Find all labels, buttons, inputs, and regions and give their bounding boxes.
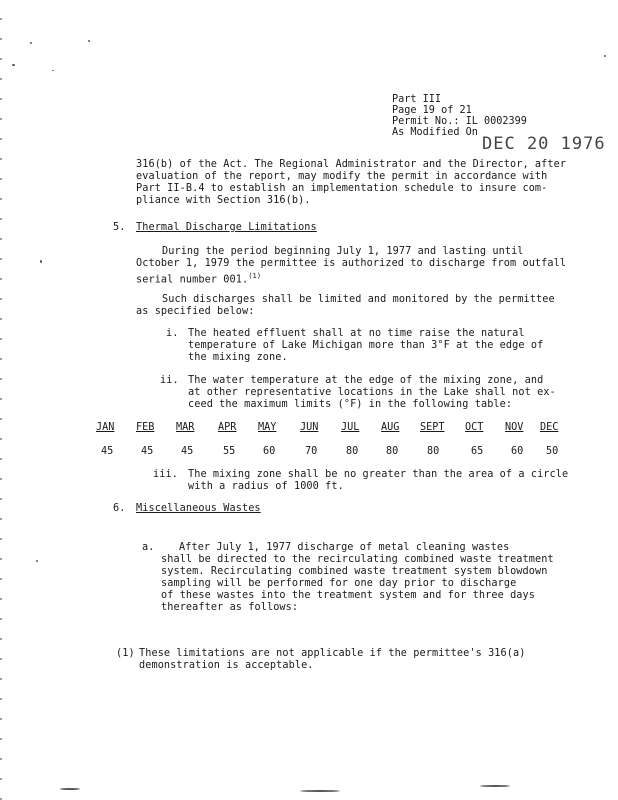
- temperature-value: 45: [181, 446, 194, 457]
- permit-number: Permit No.: IL 0002399: [392, 116, 527, 127]
- scan-speck: [40, 260, 42, 263]
- scan-speck: [12, 64, 15, 66]
- list-item-line: at other representative locations in the Lake shall not ex-: [188, 387, 556, 398]
- temperature-value: 60: [511, 446, 524, 457]
- modified-label: As Modified On: [392, 127, 478, 138]
- month-header: SEPT: [420, 422, 445, 433]
- list-item-line: The water temperature at the edge of the mixing zone, and: [188, 375, 544, 386]
- page-number: Page 19 of 21: [392, 105, 472, 116]
- list-item-line: thereafter as follows:: [161, 602, 299, 613]
- temperature-value: 45: [141, 446, 154, 457]
- list-marker: i.: [166, 328, 179, 339]
- intro-line: pliance with Section 316(b).: [136, 195, 311, 206]
- section-title: Thermal Discharge Limitations: [136, 222, 317, 233]
- month-header: JUL: [341, 422, 360, 433]
- footnote-marker: (1): [116, 648, 135, 659]
- month-header: NOV: [505, 422, 524, 433]
- scan-left-edge: [0, 0, 2, 800]
- date-stamp: DEC 20 1976: [482, 134, 606, 154]
- temperature-value: 80: [427, 446, 440, 457]
- temperature-value: 70: [305, 446, 318, 457]
- list-item-line: with a radius of 1000 ft.: [188, 481, 344, 492]
- section-number: 6.: [113, 503, 126, 514]
- list-marker: ii.: [160, 375, 179, 386]
- temperature-value: 65: [471, 446, 484, 457]
- footnote-ref: (1): [248, 272, 262, 280]
- temperature-value: 80: [386, 446, 399, 457]
- scan-speck: [52, 70, 54, 71]
- intro-line: Part II-B.4 to establish an implementation schedule to insure com-: [136, 183, 548, 194]
- paragraph-line: as specified below:: [136, 306, 255, 317]
- month-header: JUN: [300, 422, 319, 433]
- paragraph-line: During the period beginning July 1, 1977 and lasting until: [162, 246, 524, 257]
- list-item-line: The mixing zone shall be no greater than the area of a circle: [188, 469, 569, 480]
- list-item-line: After July 1, 1977 discharge of metal cleaning wastes: [179, 542, 510, 553]
- list-item-line: ceed the maximum limits (°F) in the following table:: [188, 399, 513, 410]
- list-item-line: The heated effluent shall at no time raise the natural: [188, 328, 525, 339]
- month-header: FEB: [136, 422, 155, 433]
- paragraph-line: Such discharges shall be limited and monitored by the permittee: [162, 294, 555, 305]
- paragraph-line-text: serial number 001.: [136, 274, 249, 286]
- scan-speck: [36, 560, 38, 562]
- intro-line: evaluation of the report, may modify the permit in accordance with: [136, 171, 548, 182]
- month-header: JAN: [96, 422, 115, 433]
- section-number: 5.: [113, 222, 126, 233]
- list-item-line: sampling will be performed for one day prior to discharge: [161, 578, 517, 589]
- scan-speck: [604, 55, 606, 57]
- scan-speck: [480, 785, 510, 787]
- scan-speck: [300, 790, 340, 792]
- month-header: MAR: [176, 422, 195, 433]
- month-header: APR: [218, 422, 237, 433]
- footnote-line: demonstration is acceptable.: [139, 660, 314, 671]
- temperature-value: 55: [223, 446, 236, 457]
- intro-line: 316(b) of the Act. The Regional Administrator and the Director, after: [136, 159, 567, 170]
- paragraph-line: October 1, 1979 the permittee is authorized to discharge from outfall: [136, 258, 567, 269]
- list-marker: iii.: [153, 469, 178, 480]
- permit-header: [392, 94, 527, 138]
- scan-speck: [30, 42, 32, 44]
- month-header: MAY: [258, 422, 277, 433]
- part-label: Part III: [392, 94, 442, 105]
- month-header: AUG: [381, 422, 400, 433]
- month-header: OCT: [465, 422, 484, 433]
- list-item-line: the mixing zone.: [188, 352, 288, 363]
- list-item-line: shall be directed to the recirculating combined waste treatment: [161, 554, 554, 565]
- list-item-line: system. Recirculating combined waste treatment system blowdown: [161, 566, 548, 577]
- scan-speck: [60, 788, 80, 790]
- paragraph-line: [136, 270, 261, 286]
- list-item-line: temperature of Lake Michigan more than 3°F at the edge of: [188, 340, 544, 351]
- scan-speck: [88, 40, 90, 42]
- list-item-line: of these wastes into the treatment system and for three days: [161, 590, 536, 601]
- temperature-value: 60: [263, 446, 276, 457]
- temperature-value: 50: [546, 446, 559, 457]
- section-title: Miscellaneous Wastes: [136, 503, 261, 514]
- temperature-value: 45: [101, 446, 114, 457]
- footnote-line: These limitations are not applicable if the permittee's 316(a): [139, 648, 526, 659]
- temperature-value: 80: [346, 446, 359, 457]
- list-marker: a.: [142, 542, 155, 553]
- month-header: DEC: [540, 422, 559, 433]
